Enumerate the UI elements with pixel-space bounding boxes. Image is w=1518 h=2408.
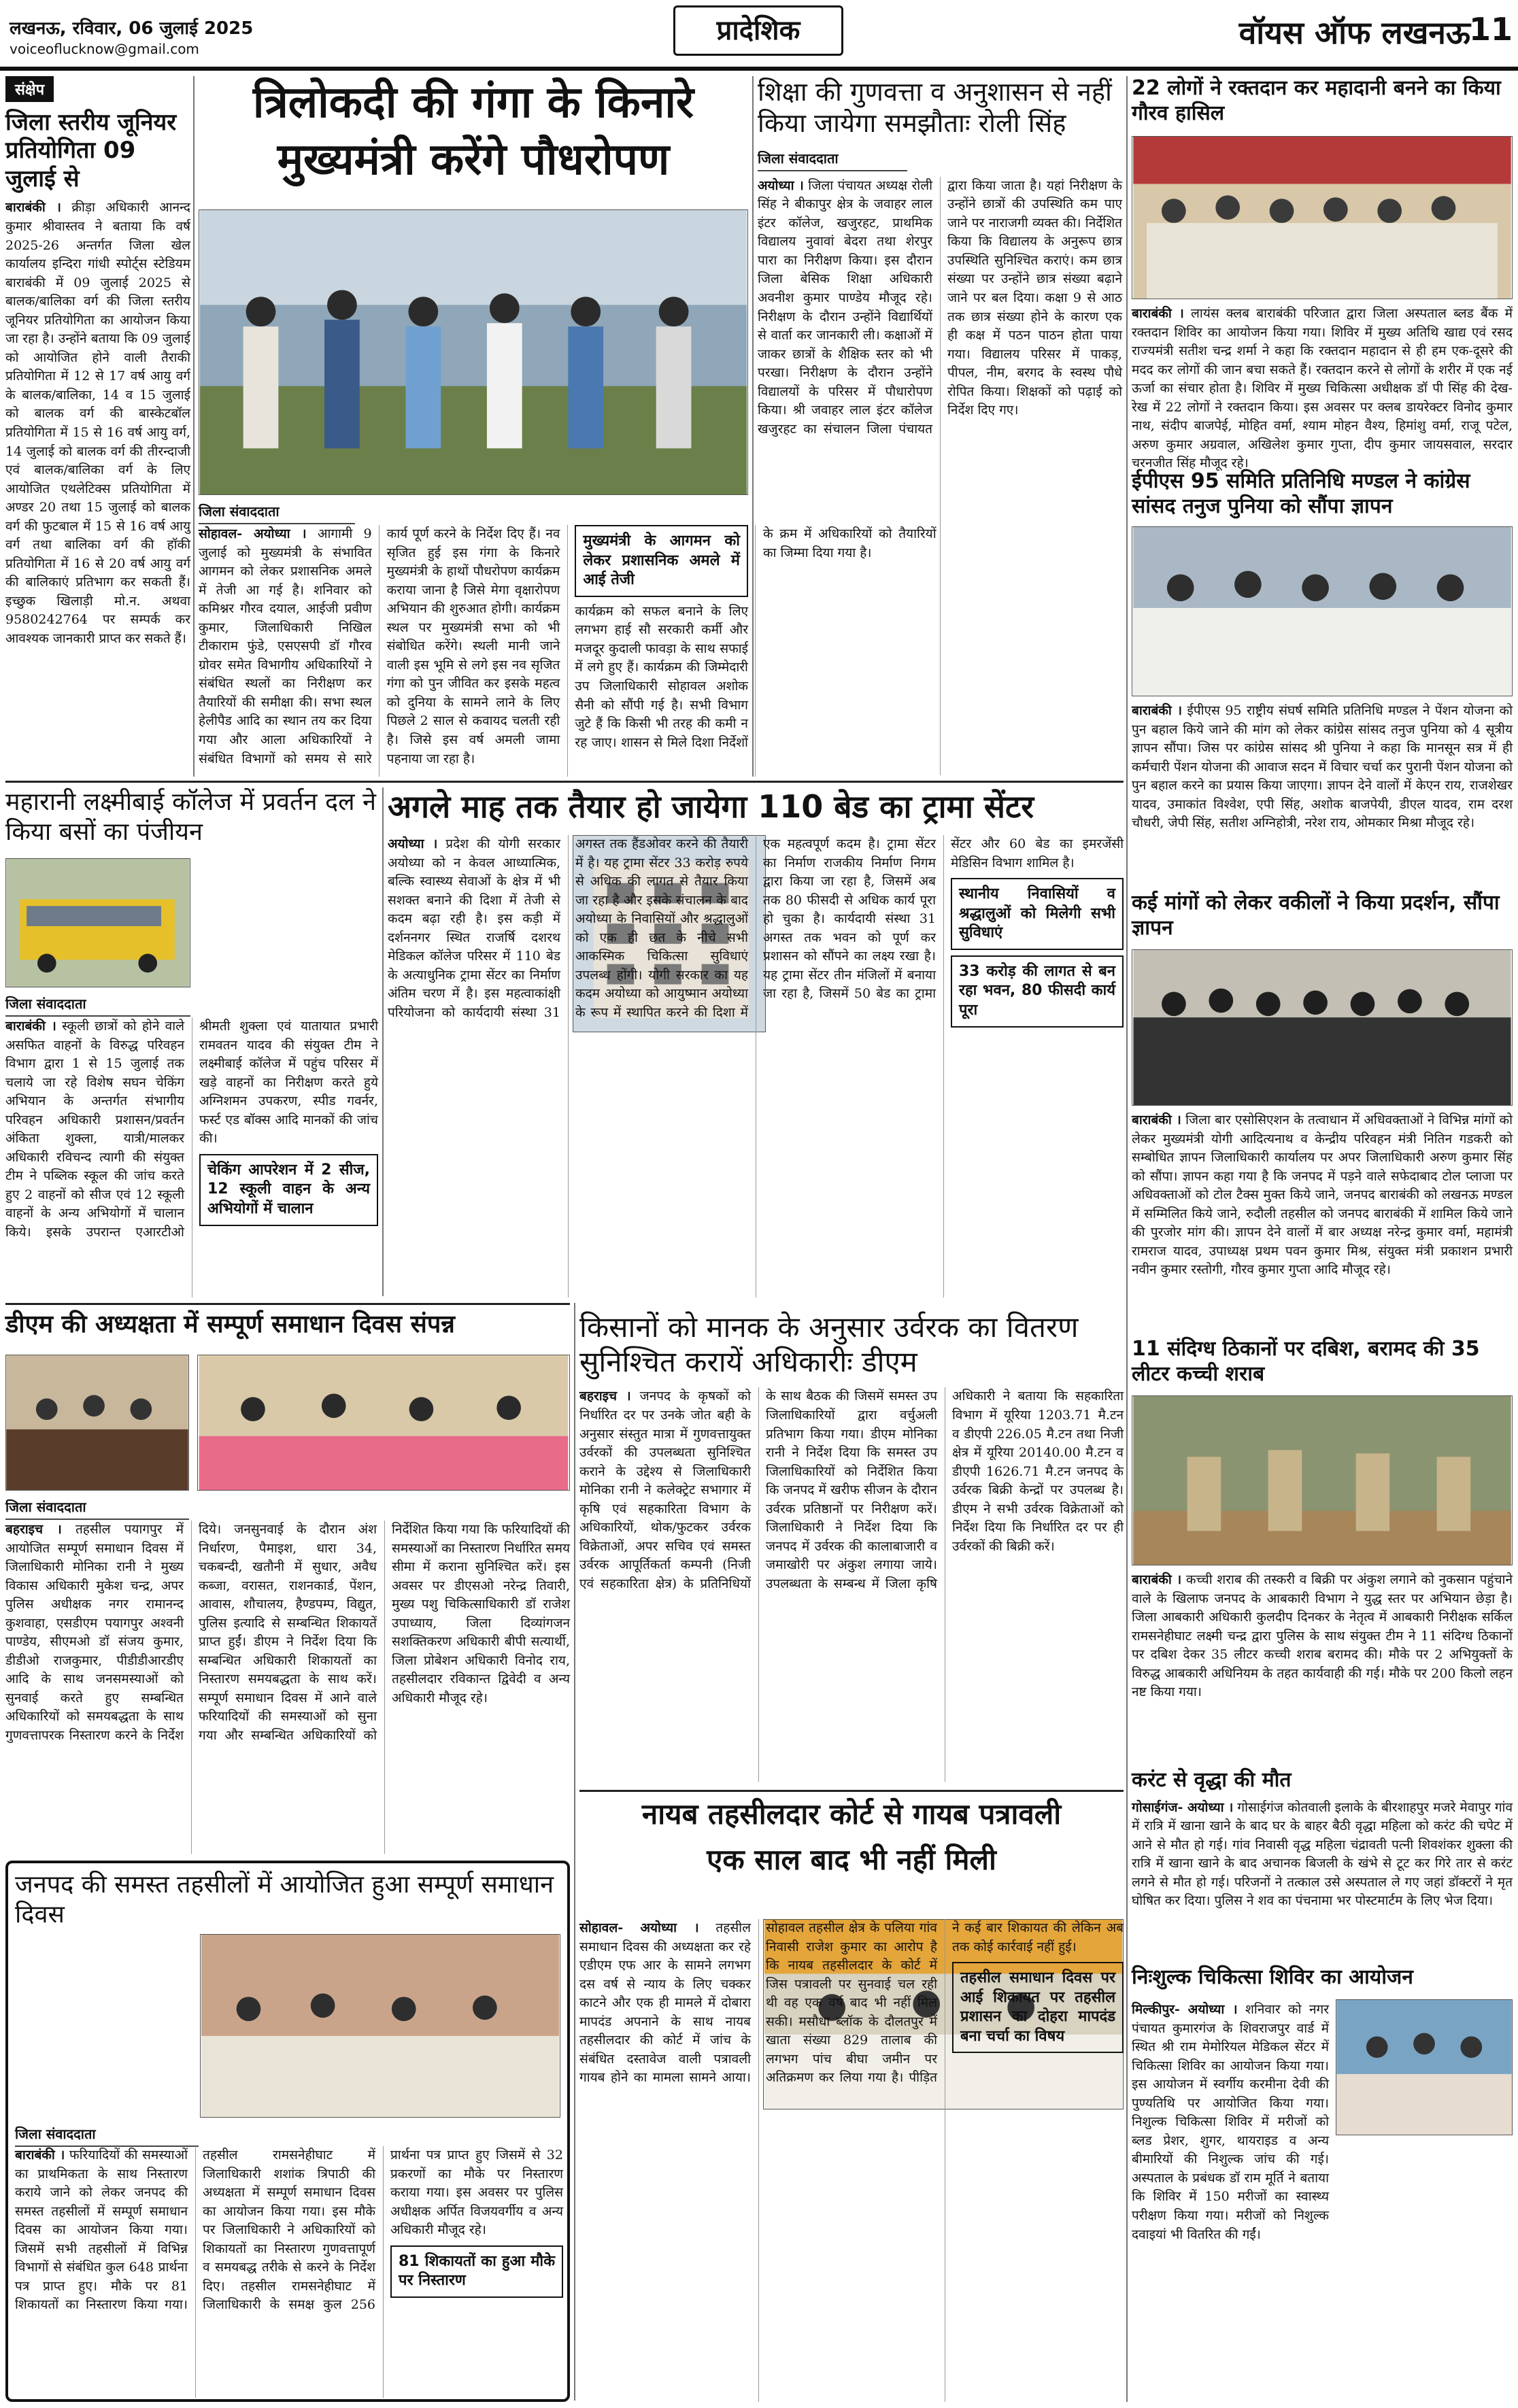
dm-samadhan-headline: डीएम की अध्यक्षता में सम्पूर्ण समाधान दिवस संपन्न: [5, 1310, 455, 1338]
trauma-center-subhead-2: 33 करोड़ की लागत से बन रहा भवन, 80 फीसदी कार्य पूरा: [951, 955, 1124, 1028]
death-dateline: गोसाईगंज- अयोध्या ।: [1132, 1799, 1234, 1815]
column-divider: [382, 787, 384, 1296]
dm-samadhan-photo-2: [197, 1355, 570, 1491]
tehsil-samadhan-dateline: बाराबंकी ।: [15, 2148, 65, 2163]
tehsil-samadhan-photo: [200, 1934, 560, 2118]
blood-donation-text: लायंस क्लब बाराबंकी परिजात द्वारा जिला अस्पताल ब्लड बैंक में रक्तदान शिविर का आयोजन किया गया। शिविर में मुख्य अतिथि खाद्य एवं रसद राज्यमंत्री सतीश चन्द्र शर्मा ने कहा कि रक्तदान महादान से ही हम एक-दूसरे की मदद कर लोगों की जान बचा सकते हैं। रक्तदान करने से लोगों के शरीर में एक नई ऊर्जा का संचार होता है। शिविर में मुख्य चिकित्सा अधीक्षक डॉ पी सिंह की देख-रेख में 22 लोगों ने रक्तदान किया। इस अवसर पर क्लब डायरेक्टर विनोद कुमार नाथ, संदीप बाजपेई, मोहित वर्मा, श्याम मोहन वैश्य, हिमांशु वर्मा, राजू पटेल, अरुण कुमार अग्रवाल, अखिलेश कुमार गुप्ता, दीप कुमार जायसवाल, सरदार चरनजीत सिंह मौजूद रहे।: [1132, 306, 1513, 471]
masthead: [0, 0, 1518, 68]
trauma-center-body: [388, 835, 1124, 1298]
lead-photo: [199, 209, 748, 495]
college-bus-story: [5, 787, 378, 1298]
brief-dateline: बाराबंकी ।: [5, 200, 61, 216]
tehsil-samadhan-story: [5, 1861, 570, 2402]
education-headline: शिक्षा की गुणवत्ता व अनुशासन से नहीं किया जायेगा समझौताः रोली सिंह: [758, 77, 1112, 139]
edition-date: लखनऊ, रविवार, 06 जुलाई 2025: [10, 18, 254, 39]
nayab-headline-2: एक साल बाद भी नहीं मिली: [707, 1843, 996, 1877]
lead-text-2: कार्यक्रम को सफल बनाने के लिए लगभग हाई सौ सरकारी कर्मी और मजदूर कुदाली फावड़ा के साथ सफाई में लगे हुए हैं। कार्यक्रम की जिम्मेदारी उप जिलाधिकारी सोहावल अशोक सैनी को सौंपी गई है। सभी विभाग जुटे हैं कि किसी भी तरह की कमी न रह जाए। शासन से मिले दिशा निर्देशों के क्रम में अधिकारियों को तैयारियों का जिम्मा दिया गया है।: [575, 526, 937, 750]
college-bus-photo: [5, 858, 190, 987]
fertilizer-story: [579, 1310, 1124, 1786]
college-bus-subhead: चेकिंग आपरेशन में 2 सीज, 12 स्कूली वाहन के अन्य अभियोगों में चालान: [199, 1154, 378, 1226]
dm-samadhan-story: [5, 1310, 570, 1854]
lead-headline-2: मुख्यमंत्री करेंगे पौधरोपण: [277, 135, 670, 186]
newspaper-brand: वॉयस ऑफ लखनऊ: [1238, 14, 1470, 51]
lawyers-photo: [1132, 949, 1513, 1106]
column-divider: [574, 1303, 575, 2401]
education-text: जिला पंचायत अध्यक्ष रोली सिंह ने बीकापुर क्षेत्र के जवाहर लाल इंटर कॉलेज, खजुरहट, प्राथमिक विद्यालय नुवावां बेदरा तथा शेरपुर पारा का निरीक्षण किया। इस दौरान जिला बेसिक शिक्षा अधिकारी अवनीश कुमार पाण्डेय मौजूद रहे। निरीक्षण के दौरान उन्होंने विद्यार्थियों से वार्ता कर जानकारी ली। कक्षाओं में जाकर छात्रों के शैक्षिक स्तर को भी परखा। निरीक्षण के दौरान उन्होंने विद्यालयों के परिसर में पौधारोपण किया। श्री जवाहर लाल इंटर कॉलेज खजुरहट का संचालन जिला पंचायत द्वारा किया जाता है। यहां निरीक्षण के उन्होंने छात्रों की उपस्थिति कम पाए जाने पर नाराजगी व्यक्त की। निर्देशित किया कि विद्यालय के अनुरूप छात्र उपस्थिति सुनिश्चित कराएं। कम छात्र संख्या पर उन्होंने छात्र संख्या बढ़ाने जाने पर बल दिया। कक्षा 9 से आठ तक छात्र संख्या होने के कारण एक ही कक्ष में पठन पाठन होता पाया गया। विद्यालय परिसर में पाकड़, पीपल, नीम, बरगद के स्वस्थ पौधे रोपित किया। शिक्षकों को पढ़ाई को निर्देश दिए गए।: [758, 177, 1122, 437]
dm-samadhan-body: [5, 1521, 570, 1854]
masthead-rule: [0, 67, 1518, 71]
blood-donation-photo: [1132, 136, 1513, 299]
section-title: प्रादेशिक: [673, 5, 843, 56]
blood-donation-story: [1132, 76, 1513, 471]
education-byline: जिला संवाददाता: [758, 146, 907, 171]
tehsil-samadhan-body: [15, 2146, 563, 2398]
nayab-headline-1: नायब तहसीलदार कोर्ट से गायब पत्रावली: [641, 1797, 1062, 1831]
college-bus-text: स्कूली छात्रों को होने वाले असफित वाहनों के विरुद्ध परिवहन विभाग द्वारा 1 से 15 जुलाई तक चलाये जा रहे विशेष सघन चेकिंग अभियान के अन्तर्गत संभागीय परिवहन अधिकारी प्रशासन/प्रवर्तन अंकिता शुक्ला, यात्री/मालकर अधिकारी रविचन्द त्यागी की संयुक्त टीम ने पब्लिक स्कूल की जांच करते हुए 2 वाहनों को सीज एवं 12 स्कूली वाहनों के अन्य अभियोगों में चालान किये। इसके उपरान्त एआरटीओ श्रीमती शुक्ला एवं यातायात प्रभारी रामवतन यादव की संयुक्त टीम ने लक्ष्मीबाई कॉलेज में पहुंच परिसर में खड़े वाहनों का निरीक्षण करते हुये अग्निशमन उपकरण, स्पीड गवर्नर, फर्स्ट एड बॉक्स आदि मानकों की जांच की।: [5, 1019, 378, 1240]
lawyers-body: [1132, 1111, 1513, 1326]
death-story: [1132, 1768, 1513, 1958]
brief-tag: संक्षेप: [5, 76, 54, 102]
lead-text: आगामी 9 जुलाई को मुख्यमंत्री के संभावित आगमन को लेकर प्रशासनिक अमले में तेजी आ गई है। शनिवार को कमिश्नर गौरव दयाल, आईजी प्रवीण कुमार, जिलाधिकारी निखिल टीकाराम फुंडे, एसएसपी डॉ गौरव ग्रोवर समेत विभागीय अधिकारियों ने संबंधित स्थलों का निरीक्षण कर तैयारियों की समीक्षा की। सभा स्थल हेलीपैड आदि का स्थान तय कर दिया गया और आला अधिकारियों ने संबंधित विभागों को समय से सारे कार्य पूर्ण करने के निर्देश दिए हैं। नव सृजित हुई इस गंगा के किनारे मुख्यमंत्री के हाथों पौधरोपण कार्यक्रम कराया जाना है जिसे मेगा वृक्षारोपण अभियान की शुरुआत होगी। कार्यक्रम स्थल पर मुख्यमंत्री सभा को भी संबोधित करेंगे। स्थली मानी जाने वाली इस भूमि से लगे इस नव सृजित गंगा को पुन जीवित कर इसके महत्व को दुनिया के सामने लाने के लिए पिछले 2 साल से कवायद चलती रही है। जिसे इस वर्ष अमली जामा पहनाया जा रहा है।: [199, 526, 560, 766]
brief-sidebar: [5, 76, 190, 775]
nayab-story: [579, 1797, 1124, 2402]
death-headline: करंट से वृद्धा की मौत: [1132, 1768, 1292, 1792]
blood-donation-dateline: बाराबंकी ।: [1132, 306, 1184, 321]
dm-samadhan-dateline: बहराइच ।: [5, 1522, 62, 1537]
education-story: [758, 76, 1122, 777]
tehsil-samadhan-headline: जनपद की समस्त तहसीलों में आयोजित हुआ सम्पूर्ण समाधान दिवस: [15, 1871, 554, 1929]
trauma-center-story: [388, 787, 1124, 1298]
column-divider: [193, 76, 195, 777]
raid-photo: [1132, 1395, 1513, 1565]
nayab-subhead: तहसील समाधान दिवस पर आई शिकायत पर तहसील प्रशासन का दोहरा मापदंड बना चर्चा का विषय: [952, 1962, 1124, 2053]
nayab-dateline: सोहावल- अयोध्या ।: [579, 1920, 699, 1935]
trauma-center-text: प्रदेश की योगी सरकार अयोध्या को न केवल आध्यात्मिक, बल्कि स्वास्थ्य सेवाओं के क्षेत्र में भी सशक्त बनाने की दिशा में तेजी से कदम बढ़ा रही है। इस कड़ी में दर्शननगर स्थित राजर्षि दशरथ मेडिकल कॉलेज परिसर में 110 बेड के अत्याधुनिक ट्रामा सेंटर का निर्माण अंतिम चरण में है। इस महत्वाकांक्षी परियोजना को कार्यदायी संस्था 31 अगस्त तक हैंडओवर करने की तैयारी में है। यह ट्रामा सेंटर 33 करोड़ रुपये से अधिक की लागत से तैयार किया जा रहा है और इसके संचालन के बाद अयोध्या के निवासियों और श्रद्धालुओं को एक ही छत के नीचे सभी आकस्मिक चिकित्सा सुविधाएं उपलब्ध होंगी। योगी सरकार का यह कदम अयोध्या को आयुष्मान अयोध्या के रूप में स्थापित करने की दिशा में एक महत्वपूर्ण कदम है। ट्रामा सेंटर का निर्माण राजकीय निर्माण निगम द्वारा किया जा रहा है, जिसमें अब तक 80 फीसदी से अधिक कार्य पूरा हो चुका है। कार्यदायी संस्था 31 अगस्त तक भवन को पूर्ण कर प्रशासन को सौंपने का लक्ष्य रखा है। यह ट्रामा सेंटर तीन मंजिलों में बनाया जा रहा है, जिसमें 50 बेड का ट्रामा सेंटर और 60 बेड का इमरजेंसी मेडिसिन विभाग शामिल है।: [388, 836, 1124, 1020]
brief-headline: जिला स्तरीय जूनियर प्रतियोगिता 09 जुलाई से: [5, 109, 177, 192]
eps-body: [1132, 702, 1513, 877]
eps-text: ईपीएस 95 राष्ट्रीय संघर्ष समिति प्रतिनिधि मण्डल ने पेंशन योजना को पुन बहाल किये जाने की मांग को लेकर कांग्रेस सांसद तनुज पुनिया को 4 सूत्रीय ज्ञापन सौंपा। जिस पर कांग्रेस सांसद श्री पुनिया ने कहा कि मानसून सत्र में ही कर्मचारी पेंशन योजना की आवाज सदन में विचार चर्चा कर पुरानी पेंशन योजना को पुन बहाल करने का प्रयास किया जाएगा। ज्ञापन देने वालों में केएन राय, राजशेखर यादव, उमाकांत विश्वेश, एपी सिंह, अशोक बाजपेयी, डीएल यादव, राम दरश चौधरी, जेपी सिंह, सतीश अग्निहोत्री, नरेश राय, ओमकार मिश्रा मौजूद रहे।: [1132, 703, 1513, 831]
lead-headline-1: त्रिलोकदी की गंगा के किनारे: [252, 78, 694, 128]
nayab-body: [579, 1919, 1124, 2402]
brief-text: क्रीड़ा अधिकारी आनन्द कुमार श्रीवास्तव ने बताया कि वर्ष 2025-26 अन्तर्गत जिला खेल कार्यालय इन्दिरा गांधी स्पोर्ट्स स्टेडियम बाराबंकी में 09 जुलाई 2025 से बालक/बालिका वर्ग की जिला स्तरीय जूनियर प्रतियोगिता का आयोजन किया जा रहा है। उन्होंने बताया कि 09 जुलाई को आयोजित होने वाली तैराकी प्रतियोगिता में 12 से 17 वर्ष आयु वर्ग के बालक/बालिका, 14 व 15 जुलाई को बालक वर्ग की बास्केटबॉल प्रतियोगिता में 15 से 16 वर्ष आयु वर्ग, 14 जुलाई को बालक वर्ग की तीरन्दाजी एवं बालक/बालिका वर्ग के लिए आयोजित एथलेटिक्स प्रतियोगिता में अण्डर 20 तथा 15 जुलाई को बालक वर्ग की फुटबाल में 15 से 16 वर्ष आयु वर्ग तथा बालिका वर्ग की हॉकी प्रतियोगिता में 16 से 20 वर्ष आयु वर्ग की बालिकाएं प्रतिभाग कर सकती हैं। इच्छुक खिलाड़ी मो.न. अथवा 9580242764 पर सम्पर्क कर आवश्यक जानकारी प्राप्त कर सकते हैं।: [5, 200, 190, 646]
lead-body: [199, 525, 937, 777]
camp-photo: [1336, 1999, 1513, 2135]
fertilizer-headline: किसानों को मानक के अनुसार उर्वरक का वितरण सुनिश्चित करायें अधिकारीः डीएम: [579, 1310, 1079, 1379]
lawyers-headline: कई मांगों को लेकर वकीलों ने किया प्रदर्शन, सौंपा ज्ञापन: [1132, 891, 1500, 940]
section-rule: [5, 781, 1124, 783]
nayab-text: तहसील समाधान दिवस की अध्यक्षता कर रहे एडीएम एफ आर के सामने लगभग दस वर्ष से न्याय के लिए चक्कर काटने और एक ही मामले में दोबारा मापदंड अपनाने के साथ नायब तहसीलदार की कोर्ट में जांच के संबंधित दस्तावेज वाली पत्रावली गायब होने का मामला सामने आया। सोहावल तहसील क्षेत्र के पलिया गांव निवासी राजेश कुमार का आरोप है कि नायब तहसीलदार के कोर्ट में जिस पत्रावली पर सुनवाई चल रही थी वह एक वर्ष बाद भी नहीं मिल सकी। मसौधा ब्लॉक के दौलतपुर में खाता संख्या 829 तालाब की लगभग पांच बीघा जमीन पर अतिक्रमण कर लिया गया है। पीड़ित ने कई बार शिकायत की लेकिन अब तक कोई कार्रवाई नहीं हुई।: [579, 1920, 1124, 2086]
trauma-center-subhead-1: स्थानीय निवासियों व श्रद्धालुओं को मिलेगी सभी सुविधाएं: [951, 878, 1124, 950]
trauma-center-headline: अगले माह तक तैयार हो जायेगा 110 बेड का ट्रामा सेंटर: [388, 788, 1034, 825]
eps-dateline: बाराबंकी ।: [1132, 703, 1183, 718]
trauma-center-dateline: अयोध्या ।: [388, 836, 438, 851]
brief-body: [5, 199, 190, 648]
lead-subhead: मुख्यमंत्री के आगमन को लेकर प्रशासनिक अमले में आई तेजी: [575, 525, 748, 597]
lawyers-story: [1132, 891, 1513, 1326]
college-bus-headline: महारानी लक्ष्मीबाई कॉलेज में प्रवर्तन दल ने किया बसों का पंजीयन: [5, 788, 376, 846]
blood-donation-headline: 22 लोगों ने रक्तदान कर महादानी बनने का किया गौरव हासिल: [1132, 76, 1501, 125]
section-rule: [5, 1303, 570, 1305]
fertilizer-text: जनपद के कृषकों को निर्धारित दर पर उनके जोत बही के अनुसार संस्तुत मात्रा में गुणवत्तायुक्त उर्वरकों की उपलब्धता सुनिश्चित कराने के उद्देश्य से जिलाधिकारी मोनिका रानी ने कलेक्ट्रेट सभागार में कृषि एवं सहकारिता विभाग के अधिकारियों, थोक/फुटकर उर्वरक विक्रेताओं, अपर सचिव एवं समस्त उर्वरक आपूर्तिकर्ता कम्पनी (निजी एवं सहकारिता क्षेत्र) के प्रतिनिधियों के साथ बैठक की जिसमें समस्त उप जिलाधिकारियों द्वारा वर्चुअली प्रतिभाग किया गया। डीएम मोनिका रानी ने निर्देश दिया कि समस्त उप जिलाधिकारियों को निर्देशित किया कि जनपद में खरीफ सीजन के दौरान उर्वरक प्रतिष्ठानों पर निरीक्षण करें। जिलाधिकारी ने निर्देश दिया कि जनपद में उर्वरक की कालाबाजारी व जमाखोरी पर अंकुश लगाया जाये। उपलब्धता के सम्बन्ध में जिला कृषि अधिकारी ने बताया कि सहकारिता विभाग में यूरिया 1203.71 मै.टन व डीएपी 226.05 मै.टन तथा निजी क्षेत्र में यूरिया 20140.00 मै.टन व डीएपी 1626.71 मै.टन जनपद के उर्वरक बिक्री केन्द्रों पर उपलब्ध है। डीएम ने सभी उर्वरक विक्रेताओं को निर्देश दिया कि निर्धारित दर पर ही उर्वरकों की बिक्री करें।: [579, 1389, 1124, 1591]
college-bus-dateline: बाराबंकी ।: [5, 1019, 56, 1034]
dm-samadhan-photo-1: [5, 1355, 189, 1491]
camp-text: शनिवार को नगर पंचायत कुमारगंज के शिवराजपुर वार्ड में स्थित श्री राम मेमोरियल मेडिकल सेंटर में चिकित्सा शिविर का आयोजन किया गया। इस आयोजन में स्वर्गीय करमीना देवी की पुण्यतिथि पर आयोजित किया गया। निशुल्क चिकित्सा शिविर में मरीजों को ब्लड प्रेशर, शुगर, थायराइड व अन्य बीमारियों की निशुल्क जांच की गई। अस्पताल के प्रबंधक डॉ राम मूर्ति ने बताया कि शिविर में 150 मरीजों का स्वास्थ्य परीक्षण किया गया। मरीजों को निशुल्क दवाइयां भी वितरित की गईं।: [1132, 2002, 1329, 2242]
dm-samadhan-text: तहसील पयागपुर में आयोजित सम्पूर्ण समाधान दिवस में जिलाधिकारी मोनिका रानी ने मुख्य विकास अधिकारी मुकेश चन्द्र, अपर पुलिस अधीक्षक नगर रामानन्द कुशवाहा, एसडीएम पयागपुर अश्वनी पाण्डेय, सीएमओ डॉ संजय कुमार, डीडीओ राजकुमार, पीडीडीआरडीए आदि के साथ जनसमस्याओं को सुनवाई करते हुए सम्बन्धित अधिकारियों को समयबद्धता के साथ गुणवत्तापरक निस्तारण करने के निर्देश दिये। जनसुनवाई के दौरान अंश निर्धारण, पैमाइश, धारा 34, चकबन्दी, खतौनी में सुधार, अवैध कब्जा, वरासत, राशनकार्ड, पेंशन, आवास, शौचालय, हैण्डपम्प, विद्युत, पुलिस इत्यादि से सम्बन्धित शिकायतें प्राप्त हुईं। डीएम ने निर्देश दिया कि सम्बन्धित अधिकारी शिकायतों का निस्तारण समयबद्धता के साथ करें। सम्पूर्ण समाधान दिवस में आने वाले फरियादियों की समस्याओं को सुना गया और सम्बन्धित अधिकारियों को निर्देशित किया गया कि फरियादियों की समस्याओं का निस्तारण निर्धारित समय सीमा में कराना सुनिश्चित करें। इस अवसर पर डीएसओ नरेन्द्र तिवारी, मुख्य पशु चिकित्साधिकारी डॉ राजेश उपाध्याय, जिला दिव्यांगजन सशक्तिकरण अधिकारी बीपी सत्यार्थी, जिला प्रोबेशन अधिकारी विनोद राय, तहसीलदार रविकान्त द्विवेदी व अन्य अधिकारी मौजूद रहे।: [5, 1522, 570, 1744]
raid-headline: 11 संदिग्ध ठिकानों पर दबिश, बरामद की 35 लीटर कच्ची शराब: [1132, 1337, 1480, 1386]
raid-story: [1132, 1337, 1513, 1759]
column-divider: [1126, 76, 1128, 2402]
lawyers-dateline: बाराबंकी ।: [1132, 1113, 1181, 1127]
death-text: गोसाईगंज कोतवाली इलाके के बीरशाहपुर मजरे मेवापुर गांव में रात्रि में खाना खाने के बाद घर के बाहर बैठी वृद्धा महिला को करंट की चपेट में आने से मौत हो गई। गांव निवासी वृद्ध महिला चंद्रावती पत्नी शिवशंकर शुक्ला की रात्रि में खाना खाने के बाद अचानक बिजली के खंभे से टूट कर गिरे तार से करंट लगने से मौत हो गई। परिजनों ने तत्काल उसे अस्पताल ले गए जहां डॉक्टरों ने मृत घोषित कर दिया। पुलिस ने शव का पंचनामा भर पोस्टमार्टम के लिए भेज दिया।: [1132, 1799, 1513, 1909]
camp-headline: निःशुल्क चिकित्सा शिविर का आयोजन: [1132, 1965, 1413, 1989]
eps-headline: ईपीएस 95 समिति प्रतिनिधि मण्डल ने कांग्रेस सांसद तनुज पुनिया को सौंपा ज्ञापन: [1132, 469, 1470, 518]
column-divider: [752, 76, 754, 777]
fertilizer-dateline: बहराइच ।: [579, 1389, 631, 1404]
eps-photo: [1132, 526, 1513, 696]
tehsil-samadhan-text: फरियादियों की समस्याओं का प्राथमिकता के साथ निस्तारण कराये जाने को लेकर जनपद की समस्त तहसीलों में सम्पूर्ण समाधान दिवस का आयोजन किया गया। जिसमें सभी तहसीलों में विभिन्न विभागों से संबंधित कुल 648 प्रार्थना पत्र प्राप्त हुए। मौके पर 81 शिकायतों का निस्तारण किया गया। तहसील रामसनेहीघाट में जिलाधिकारी शशांक त्रिपाठी की अध्यक्षता में सम्पूर्ण समाधान दिवस का आयोजन किया गया। इस मौके पर जिलाधिकारी ने अधिकारियों को शिकायतों का निस्तारण गुणवत्तापूर्ण व समयबद्ध तरीके से करने के निर्देश दिए। तहसील रामसनेहीघाट में जिलाधिकारी के समक्ष कुल 256 प्रार्थना पत्र प्राप्त हुए जिसमें से 32 प्रकरणों का मौके पर निस्तारण कराया गया। इस अवसर पर पुलिस अधीक्षक अर्पित विजयवर्गीय व अन्य अधिकारी मौजूद रहे।: [15, 2148, 563, 2313]
camp-dateline: मिल्कीपुर- अयोध्या ।: [1132, 2002, 1238, 2017]
blood-donation-body: [1132, 305, 1513, 471]
college-bus-byline: जिला संवाददाता: [5, 991, 190, 1017]
fertilizer-body: [579, 1387, 1124, 1782]
dm-samadhan-byline: जिला संवाददाता: [5, 1495, 189, 1520]
college-bus-body: [5, 1017, 378, 1298]
contact-email: voiceoflucknow@gmail.com: [10, 41, 199, 57]
death-body: [1132, 1799, 1513, 1956]
page-number: 11: [1468, 11, 1513, 48]
lead-dateline: सोहावल- अयोध्या ।: [199, 526, 307, 541]
lawyers-text: जिला बार एसोसिएशन के तत्वाधान में अधिवक्ताओं ने विभिन्न मांगों को लेकर मुख्यमंत्री योगी आदित्यनाथ व केन्द्रीय परिवहन मंत्री नितिन गडकरी को सम्बोधित ज्ञापन जिलाधिकारी कार्यालय पर अपर जिलाधिकारी अरुण कुमार सिंह को सौंपा। ज्ञापन कहा गया है कि जनपद में पड़ने वाले सफेदाबाद टोल प्लाजा पर अधिवक्ताओं को टोल टैक्स मुक्त किये जाने, जनपद बाराबंकी को लखनऊ मण्डल में सम्मिलित किये जाने, रुदौली तहसील को जनपद बाराबंकी में शामिल किये जाने की पुरजोर मांग की। ज्ञापन देने वालों में बार अध्यक्ष नरेन्द्र कुमार वर्मा, महामंत्री रामराज यादव, उपाध्यक्ष प्रथम पवन कुमार मिश्र, संयुक्त मंत्री प्रकाशन प्रभारी नवीन कुमार रस्तोगी, गौरव कुमार गुप्ता आदि मौजूद रहे।: [1132, 1113, 1513, 1278]
raid-body: [1132, 1571, 1513, 1759]
tehsil-samadhan-byline: जिला संवाददाता: [15, 2122, 199, 2147]
camp-body: [1132, 2001, 1329, 2242]
lead-byline: जिला संवाददाता: [199, 499, 355, 524]
section-rule: [579, 1790, 1124, 1792]
tehsil-samadhan-subhead: 81 शिकायतों का हुआ मौके पर निस्तारण: [390, 2245, 563, 2298]
education-dateline: अयोध्या ।: [758, 177, 804, 193]
eps-story: [1132, 469, 1513, 877]
raid-dateline: बाराबंकी ।: [1132, 1572, 1182, 1587]
camp-story: [1132, 1965, 1513, 2401]
raid-text: कच्ची शराब की तस्करी व बिक्री पर अंकुश लगाने को नुकसान पहुंचाने वाले के खिलाफ जनपद के आबकारी विभाग ने युद्ध स्तर पर अभियान छेड़ा है। जिला आबकारी अधिकारी कुलदीप दिनकर के नेतृत्व में आबकारी निरीक्षक सर्किल रामसनेहीघाट लक्ष्मी चन्द्र द्वारा पुलिस के साथ संयुक्त टीम ने 11 संदिग्ध ठिकानों पर दबिश देकर 35 लीटर कच्ची शराब बरामद की। मौके पर 2 अभियुक्तों के विरुद्ध आबकारी अधिनियम के तहत कार्यवाही की गई। मौके पर 200 किलो लहन नष्ट किया गया।: [1132, 1572, 1513, 1700]
education-body: [758, 177, 1122, 775]
